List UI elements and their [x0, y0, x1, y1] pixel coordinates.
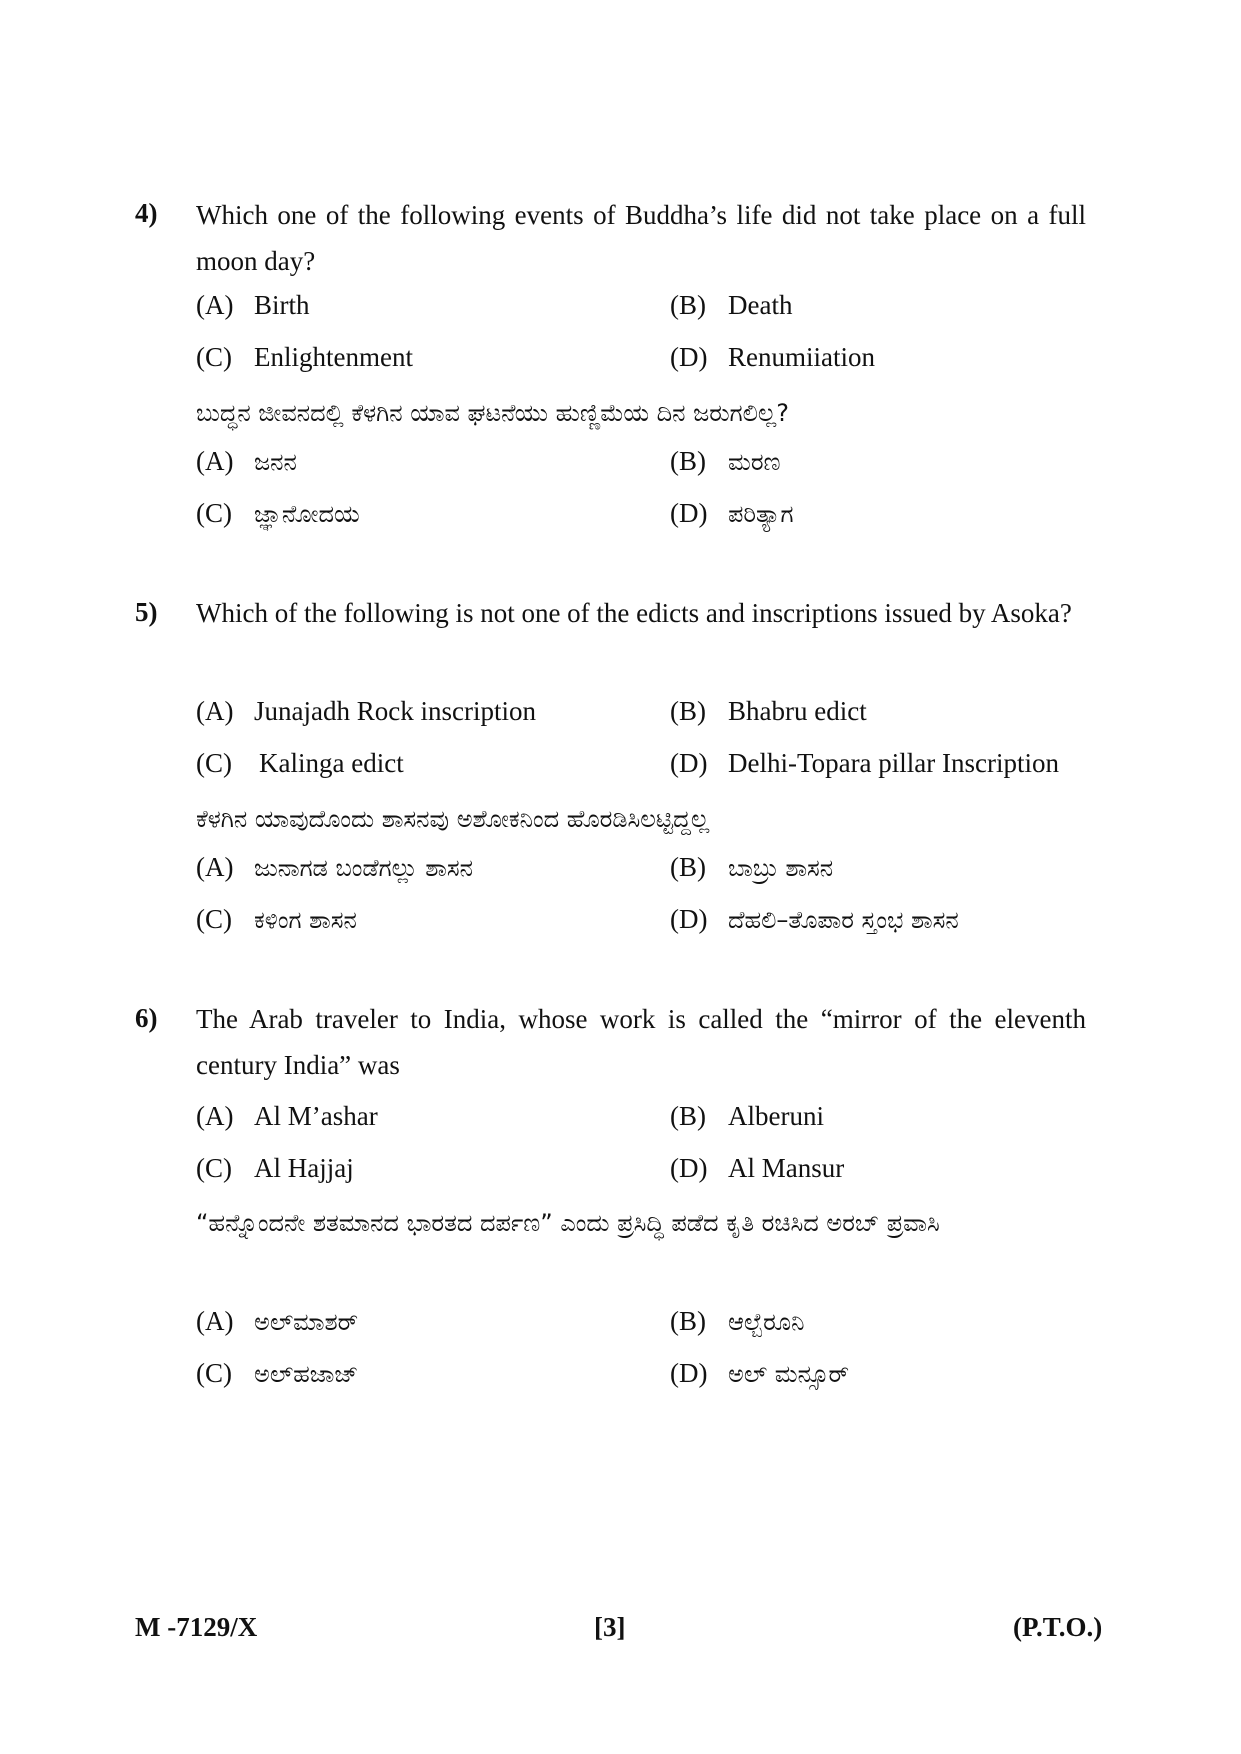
- option-d: (D) Renumiiation: [670, 342, 875, 372]
- kannada-option-b: (B) ಬಾಬ್ರು ಶಾಸನ: [670, 852, 834, 882]
- question-text: Which one of the following events of Buddha’s life did not take place on a full moon day?: [196, 200, 1086, 276]
- question-number: 4): [135, 198, 158, 228]
- option-a: (A) Al M’ashar: [196, 1101, 378, 1131]
- kannada-option-c: (C) ಜ್ಞಾನೋದಯ: [196, 498, 360, 528]
- question-text: Which of the following is not one of the edicts and inscriptions issued by Asoka?: [196, 598, 1072, 628]
- option-b: (B) Death: [670, 290, 793, 320]
- question-text: The Arab traveler to India, whose work is called the “mirror of the eleventh century India” was: [196, 1004, 1086, 1080]
- page-number: [3]: [594, 1612, 626, 1642]
- question-number: 5): [135, 597, 158, 627]
- question-number: 6): [135, 1003, 158, 1033]
- kannada-question-text: ಕೆಳಗಿನ ಯಾವುದೊಂದು ಶಾಸನವು ಅಶೋಕನಿಂದ ಹೊರಡಿಸಿಲಟ್ಟಿದ್ದಲ್ಲ: [196, 805, 710, 833]
- kannada-option-c: (C) ಅಲ್‌ಹಜಾಜ್: [196, 1358, 359, 1388]
- option-d: (D) Delhi-Topara pillar Inscription: [670, 748, 1060, 778]
- option-b: (B) Bhabru edict: [670, 696, 867, 726]
- option-d: (D) Al Mansur: [670, 1153, 845, 1183]
- pto-label: (P.T.O.): [1013, 1612, 1103, 1642]
- kannada-option-b: (B) ಮರಣ: [670, 446, 781, 476]
- option-c: (C) Enlightenment: [196, 342, 413, 372]
- kannada-option-a: (A) ಅಲ್‌ಮಾಶರ್: [196, 1306, 359, 1336]
- paper-code: M -7129/X: [135, 1612, 258, 1642]
- kannada-option-d: (D) ಪರಿತ್ಯಾಗ: [670, 498, 794, 528]
- kannada-option-b: (B) ಆಲ್ಬೆರೂನಿ: [670, 1306, 805, 1336]
- kannada-option-a: (A) ಜುನಾಗಡ ಬಂಡೆಗಲ್ಲು ಶಾಸನ: [196, 852, 473, 882]
- kannada-question-text: “ಹನ್ನೊಂದನೇ ಶತಮಾನದ ಭಾರತದ ದರ್ಪಣ” ಎಂದು ಪ್ರಸಿದ್ಧಿ ಪಡೆದ ಕೃತಿ ರಚಿಸಿದ ಅರಬ್ ಪ್ರವಾಸಿ: [196, 1209, 940, 1237]
- option-c: (C) Al Hajjaj: [196, 1153, 354, 1183]
- option-b: (B) Alberuni: [670, 1101, 824, 1131]
- kannada-option-a: (A) ಜನನ: [196, 446, 297, 476]
- option-a: (A) Junajadh Rock inscription: [196, 696, 536, 726]
- kannada-option-d: (D) ಅಲ್ ಮನ್ಸೂರ್: [670, 1358, 850, 1388]
- kannada-option-c: (C) ಕಳಿಂಗ ಶಾಸನ: [196, 904, 357, 934]
- option-a: (A) Birth: [196, 290, 310, 320]
- kannada-question-text: ಬುದ್ಧನ ಜೀವನದಲ್ಲಿ ಕೆಳಗಿನ ಯಾವ ಘಟನೆಯು ಹುಣ್ಣಿಮೆಯ ದಿನ ಜರುಗಲಿಲ್ಲ?: [196, 399, 790, 427]
- option-c: (C) Kalinga edict: [196, 748, 404, 778]
- kannada-option-d: (D) ದೆಹಲಿ–ತೊಪಾರ ಸ್ತಂಭ ಶಾಸನ: [670, 904, 959, 934]
